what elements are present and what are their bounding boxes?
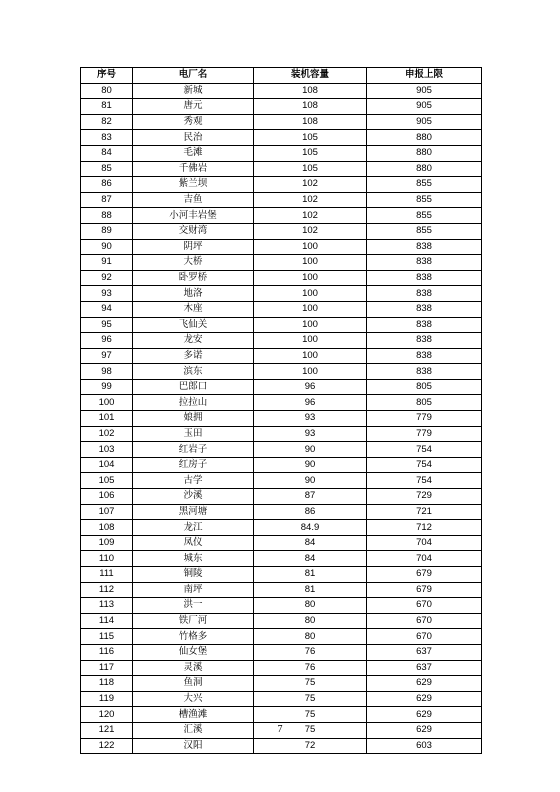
table-row: [81, 83, 482, 99]
cell-installed-capacity: 102: [254, 208, 367, 224]
cell-installed-capacity: 87: [254, 489, 367, 505]
cell-installed-capacity: 105: [254, 130, 367, 146]
cell-installed-capacity: 100: [254, 286, 367, 302]
cell-installed-capacity: 108: [254, 83, 367, 99]
cell-declared-upper-limit: 838: [367, 364, 482, 380]
table-row: [81, 379, 482, 395]
cell-declared-upper-limit: 729: [367, 489, 482, 505]
cell-declared-upper-limit: 670: [367, 598, 482, 614]
table-row: [81, 301, 482, 317]
cell-serial-number: 99: [81, 379, 133, 395]
cell-installed-capacity: 93: [254, 411, 367, 427]
cell-installed-capacity: 75: [254, 707, 367, 723]
cell-plant-name: 古学: [133, 473, 254, 489]
cell-serial-number: 110: [81, 551, 133, 567]
cell-declared-upper-limit: 838: [367, 255, 482, 271]
cell-declared-upper-limit: 754: [367, 473, 482, 489]
cell-installed-capacity: 75: [254, 676, 367, 692]
cell-serial-number: 84: [81, 145, 133, 161]
cell-plant-name: 小河丰岩堡: [133, 208, 254, 224]
table-row: [81, 395, 482, 411]
header-row: [81, 68, 482, 84]
cell-serial-number: 111: [81, 567, 133, 583]
cell-plant-name: 秀观: [133, 114, 254, 130]
table-row: [81, 442, 482, 458]
cell-serial-number: 90: [81, 239, 133, 255]
cell-serial-number: 106: [81, 489, 133, 505]
cell-installed-capacity: 90: [254, 473, 367, 489]
cell-declared-upper-limit: 880: [367, 130, 482, 146]
cell-serial-number: 115: [81, 629, 133, 645]
cell-declared-upper-limit: 629: [367, 676, 482, 692]
table-row: [81, 457, 482, 473]
cell-declared-upper-limit: 838: [367, 286, 482, 302]
cell-installed-capacity: 86: [254, 504, 367, 520]
cell-declared-upper-limit: 629: [367, 707, 482, 723]
table-row: [81, 364, 482, 380]
cell-declared-upper-limit: 838: [367, 333, 482, 349]
cell-serial-number: 80: [81, 83, 133, 99]
cell-declared-upper-limit: 603: [367, 738, 482, 754]
table-row: [81, 130, 482, 146]
cell-plant-name: 玉田: [133, 426, 254, 442]
cell-installed-capacity: 100: [254, 348, 367, 364]
table-row: [81, 691, 482, 707]
cell-declared-upper-limit: 838: [367, 301, 482, 317]
cell-plant-name: 大兴: [133, 691, 254, 707]
table-row: [81, 676, 482, 692]
cell-installed-capacity: 100: [254, 317, 367, 333]
cell-serial-number: 95: [81, 317, 133, 333]
cell-installed-capacity: 80: [254, 598, 367, 614]
cell-plant-name: 汇溪: [133, 722, 254, 738]
table-row: [81, 426, 482, 442]
cell-serial-number: 109: [81, 535, 133, 551]
cell-plant-name: 巴郎口: [133, 379, 254, 395]
cell-serial-number: 105: [81, 473, 133, 489]
cell-serial-number: 97: [81, 348, 133, 364]
cell-serial-number: 120: [81, 707, 133, 723]
cell-declared-upper-limit: 855: [367, 208, 482, 224]
cell-installed-capacity: 75: [254, 691, 367, 707]
cell-plant-name: 黑河塘: [133, 504, 254, 520]
cell-declared-upper-limit: 855: [367, 192, 482, 208]
cell-declared-upper-limit: 880: [367, 161, 482, 177]
cell-installed-capacity: 108: [254, 99, 367, 115]
cell-serial-number: 121: [81, 722, 133, 738]
cell-plant-name: 汉阳: [133, 738, 254, 754]
cell-plant-name: 滨东: [133, 364, 254, 380]
cell-declared-upper-limit: 805: [367, 395, 482, 411]
table-row: [81, 411, 482, 427]
cell-plant-name: 新城: [133, 83, 254, 99]
cell-plant-name: 铁厂河: [133, 613, 254, 629]
cell-plant-name: 大桥: [133, 255, 254, 271]
cell-installed-capacity: 100: [254, 364, 367, 380]
cell-declared-upper-limit: 679: [367, 567, 482, 583]
cell-installed-capacity: 96: [254, 395, 367, 411]
cell-declared-upper-limit: 805: [367, 379, 482, 395]
table-row: [81, 644, 482, 660]
table-row: [81, 348, 482, 364]
cell-plant-name: 凤仪: [133, 535, 254, 551]
cell-serial-number: 96: [81, 333, 133, 349]
cell-serial-number: 122: [81, 738, 133, 754]
table-row: [81, 99, 482, 115]
cell-declared-upper-limit: 905: [367, 83, 482, 99]
cell-declared-upper-limit: 838: [367, 317, 482, 333]
cell-serial-number: 112: [81, 582, 133, 598]
cell-declared-upper-limit: 779: [367, 426, 482, 442]
cell-declared-upper-limit: 838: [367, 348, 482, 364]
cell-serial-number: 91: [81, 255, 133, 271]
cell-plant-name: 千佛岩: [133, 161, 254, 177]
cell-declared-upper-limit: 629: [367, 691, 482, 707]
cell-serial-number: 87: [81, 192, 133, 208]
header-declared-upper-limit: 申报上限: [367, 68, 482, 84]
cell-serial-number: 117: [81, 660, 133, 676]
cell-installed-capacity: 81: [254, 582, 367, 598]
header-installed-capacity: 装机容量: [254, 68, 367, 84]
cell-declared-upper-limit: 905: [367, 114, 482, 130]
cell-serial-number: 89: [81, 223, 133, 239]
table-body: [81, 83, 482, 754]
cell-declared-upper-limit: 721: [367, 504, 482, 520]
table-header: [81, 68, 482, 84]
table-row: [81, 535, 482, 551]
cell-plant-name: 龙江: [133, 520, 254, 536]
table-row: [81, 333, 482, 349]
table-row: [81, 567, 482, 583]
cell-declared-upper-limit: 754: [367, 457, 482, 473]
table-row: [81, 223, 482, 239]
cell-plant-name: 竹格多: [133, 629, 254, 645]
cell-plant-name: 红岩子: [133, 442, 254, 458]
table-row: [81, 270, 482, 286]
table-row: [81, 317, 482, 333]
cell-plant-name: 木座: [133, 301, 254, 317]
cell-serial-number: 94: [81, 301, 133, 317]
page-number: 7: [277, 724, 283, 735]
cell-installed-capacity: 100: [254, 255, 367, 271]
cell-installed-capacity: 80: [254, 629, 367, 645]
cell-plant-name: 民治: [133, 130, 254, 146]
cell-plant-name: 地洛: [133, 286, 254, 302]
cell-installed-capacity: 76: [254, 644, 367, 660]
cell-declared-upper-limit: 637: [367, 660, 482, 676]
cell-plant-name: 毛滩: [133, 145, 254, 161]
cell-serial-number: 98: [81, 364, 133, 380]
cell-serial-number: 118: [81, 676, 133, 692]
cell-serial-number: 85: [81, 161, 133, 177]
cell-installed-capacity: 72: [254, 738, 367, 754]
table-row: [81, 192, 482, 208]
table-row: [81, 161, 482, 177]
cell-plant-name: 交财湾: [133, 223, 254, 239]
cell-declared-upper-limit: 704: [367, 551, 482, 567]
cell-declared-upper-limit: 670: [367, 629, 482, 645]
cell-serial-number: 88: [81, 208, 133, 224]
cell-plant-name: 拉拉山: [133, 395, 254, 411]
cell-installed-capacity: 100: [254, 239, 367, 255]
table-row: [81, 489, 482, 505]
table-row: [81, 504, 482, 520]
cell-serial-number: 102: [81, 426, 133, 442]
cell-declared-upper-limit: 712: [367, 520, 482, 536]
cell-plant-name: 鱼洞: [133, 676, 254, 692]
table-row: [81, 177, 482, 193]
cell-serial-number: 100: [81, 395, 133, 411]
table-row: [81, 286, 482, 302]
cell-installed-capacity: 84: [254, 551, 367, 567]
cell-serial-number: 114: [81, 613, 133, 629]
cell-installed-capacity: 96: [254, 379, 367, 395]
cell-declared-upper-limit: 855: [367, 223, 482, 239]
cell-plant-name: 槽渔滩: [133, 707, 254, 723]
cell-declared-upper-limit: 629: [367, 722, 482, 738]
cell-plant-name: 唐元: [133, 99, 254, 115]
cell-plant-name: 卧罗桥: [133, 270, 254, 286]
cell-declared-upper-limit: 637: [367, 644, 482, 660]
cell-declared-upper-limit: 838: [367, 270, 482, 286]
cell-plant-name: 红房子: [133, 457, 254, 473]
cell-installed-capacity: 100: [254, 270, 367, 286]
cell-serial-number: 82: [81, 114, 133, 130]
cell-plant-name: 娘拥: [133, 411, 254, 427]
cell-serial-number: 83: [81, 130, 133, 146]
cell-declared-upper-limit: 754: [367, 442, 482, 458]
cell-plant-name: 阴坪: [133, 239, 254, 255]
cell-serial-number: 119: [81, 691, 133, 707]
cell-plant-name: 沙溪: [133, 489, 254, 505]
cell-installed-capacity: 108: [254, 114, 367, 130]
cell-installed-capacity: 100: [254, 333, 367, 349]
table-row: [81, 598, 482, 614]
cell-serial-number: 86: [81, 177, 133, 193]
header-plant-name: 电厂名: [133, 68, 254, 84]
cell-plant-name: 飞仙关: [133, 317, 254, 333]
cell-declared-upper-limit: 704: [367, 535, 482, 551]
table-row: [81, 473, 482, 489]
cell-installed-capacity: 102: [254, 223, 367, 239]
table-row: [81, 520, 482, 536]
cell-declared-upper-limit: 905: [367, 99, 482, 115]
cell-installed-capacity: 84.9: [254, 520, 367, 536]
cell-declared-upper-limit: 779: [367, 411, 482, 427]
table-row: [81, 551, 482, 567]
table-row: [81, 738, 482, 754]
table-row: [81, 582, 482, 598]
cell-plant-name: 仙女堡: [133, 644, 254, 660]
header-serial-number: 序号: [81, 68, 133, 84]
cell-serial-number: 101: [81, 411, 133, 427]
cell-installed-capacity: 105: [254, 145, 367, 161]
cell-serial-number: 92: [81, 270, 133, 286]
cell-plant-name: 紫兰坝: [133, 177, 254, 193]
cell-plant-name: 铜陵: [133, 567, 254, 583]
cell-plant-name: 南坪: [133, 582, 254, 598]
table-row: [81, 145, 482, 161]
cell-plant-name: 龙安: [133, 333, 254, 349]
cell-installed-capacity: 93: [254, 426, 367, 442]
cell-serial-number: 116: [81, 644, 133, 660]
table-row: [81, 208, 482, 224]
cell-declared-upper-limit: 670: [367, 613, 482, 629]
table-row: [81, 255, 482, 271]
cell-installed-capacity: 80: [254, 613, 367, 629]
cell-serial-number: 107: [81, 504, 133, 520]
cell-serial-number: 108: [81, 520, 133, 536]
cell-installed-capacity: 102: [254, 177, 367, 193]
cell-installed-capacity: 75: [254, 722, 367, 738]
cell-serial-number: 103: [81, 442, 133, 458]
cell-declared-upper-limit: 855: [367, 177, 482, 193]
cell-serial-number: 93: [81, 286, 133, 302]
cell-declared-upper-limit: 838: [367, 239, 482, 255]
table-row: [81, 114, 482, 130]
cell-declared-upper-limit: 679: [367, 582, 482, 598]
cell-plant-name: 多诺: [133, 348, 254, 364]
cell-serial-number: 113: [81, 598, 133, 614]
cell-plant-name: 吉鱼: [133, 192, 254, 208]
cell-installed-capacity: 90: [254, 457, 367, 473]
cell-installed-capacity: 102: [254, 192, 367, 208]
cell-installed-capacity: 105: [254, 161, 367, 177]
cell-installed-capacity: 76: [254, 660, 367, 676]
cell-plant-name: 洪一: [133, 598, 254, 614]
cell-installed-capacity: 81: [254, 567, 367, 583]
cell-serial-number: 81: [81, 99, 133, 115]
cell-serial-number: 104: [81, 457, 133, 473]
power-plant-table: [80, 67, 482, 754]
table-row: [81, 707, 482, 723]
table-row: [81, 239, 482, 255]
table-row: [81, 660, 482, 676]
cell-installed-capacity: 100: [254, 301, 367, 317]
table-row: [81, 613, 482, 629]
cell-declared-upper-limit: 880: [367, 145, 482, 161]
cell-plant-name: 灵溪: [133, 660, 254, 676]
table-row: [81, 629, 482, 645]
cell-plant-name: 城东: [133, 551, 254, 567]
cell-installed-capacity: 84: [254, 535, 367, 551]
cell-installed-capacity: 90: [254, 442, 367, 458]
